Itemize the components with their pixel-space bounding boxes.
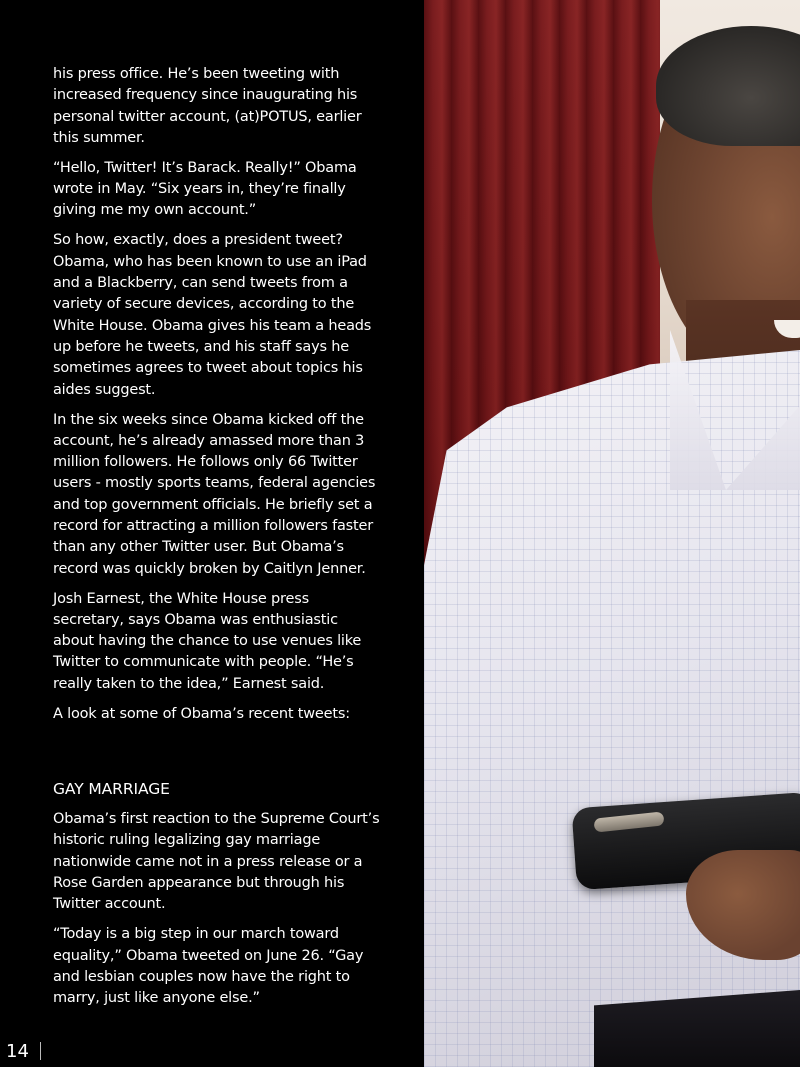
article-paragraph-3: So how, exactly, does a president tweet? Obama, who has been known to use an iPad and a Blackberry, can send tweets from a variety of secure devices, according to the White House. Obama gives his team a heads up before he tweets, and his staff says he sometimes agrees to tweet about topics his aides suggest. bbox=[53, 232, 372, 398]
photo-man-with-phone bbox=[424, 0, 800, 1067]
article-paragraph-2: “Hello, Twitter! It’s Barack. Really!” Obama wrote in May. “Six years in, they’re finally giving me my own account.” bbox=[53, 159, 357, 219]
article-paragraph-6: A look at some of Obama’s recent tweets: bbox=[53, 705, 350, 722]
article-paragraph-5: Josh Earnest, the White House press secretary, says Obama was enthusiastic about having the chance to use venues like Twitter to communicate with people. “He’s really taken to the idea,” Earnest said. bbox=[53, 590, 362, 692]
section-paragraph-2: “Today is a big step in our march toward equality,” Obama tweeted on June 26. “Gay and lesbian couples now have the right to marry, just like anyone else.” bbox=[53, 926, 364, 1007]
article-body bbox=[53, 64, 383, 1018]
photo-shirt bbox=[424, 350, 800, 1067]
article-paragraph-4: In the six weeks since Obama kicked off the account, he’s already amassed more than 3 million followers. He follows only 66 Twitter users - mostly sports teams, federal agencies and top government officials. He briefly set a record for attracting a million followers faster than any other Twitter user. But Obama’s record was quickly broken by Caitlyn Jenner. bbox=[53, 411, 376, 577]
section-heading: GAY MARRIAGE bbox=[53, 780, 170, 799]
section-paragraph-1: Obama’s first reaction to the Supreme Court’s historic ruling legalizing gay marriage nationwide came not in a press release or a Rose Garden appearance but through his Twitter account. bbox=[53, 811, 380, 913]
article-paragraph-1: his press office. He’s been tweeting with increased frequency since inaugurating his personal twitter account, (at)POTUS, earlier this summer. bbox=[53, 66, 362, 146]
page-number-divider bbox=[40, 1042, 41, 1060]
page-number: 14 bbox=[6, 1041, 29, 1062]
